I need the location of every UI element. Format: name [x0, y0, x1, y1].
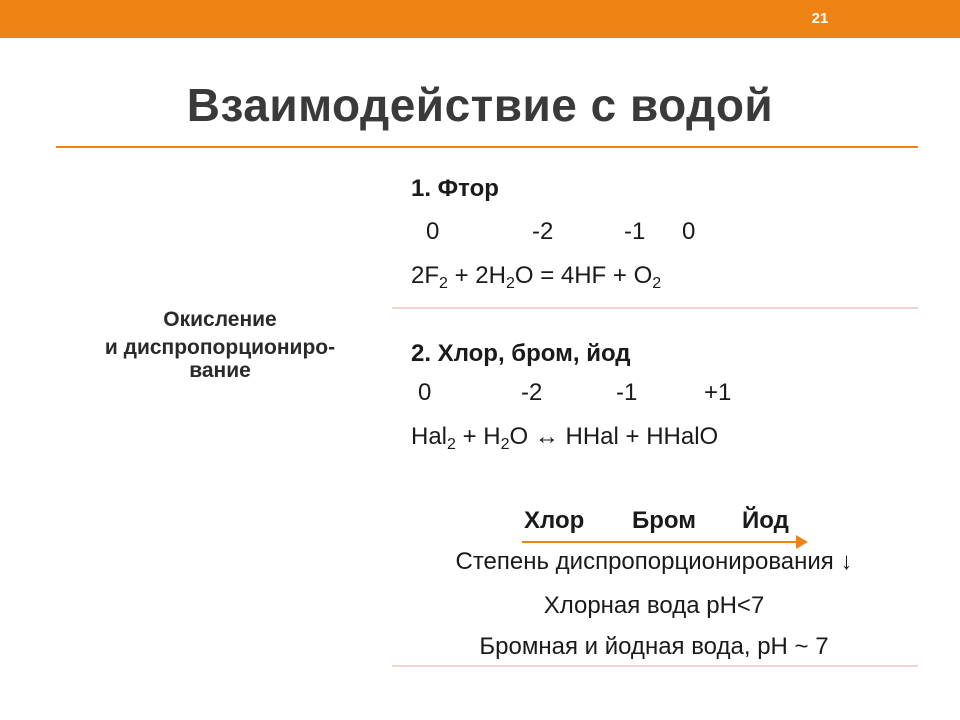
eq-text: + 2H [447, 262, 506, 289]
fluorine-ox-state-4: 0 [682, 218, 696, 245]
trend-arrow-icon [796, 535, 808, 549]
eq-text: O = 4HF + O [514, 262, 653, 289]
title-divider [56, 146, 918, 148]
eq-text: 2F [411, 262, 440, 289]
eq-text: Hal [411, 423, 448, 450]
eq-subscript: 2 [439, 275, 448, 292]
halogens-ox-state-4: +1 [704, 379, 732, 406]
fluorine-ox-state-3: -1 [624, 218, 646, 245]
fluorine-ox-state-1: 0 [426, 218, 440, 245]
fluorine-heading: 1. Фтор [411, 175, 499, 202]
halogens-ox-state-2: -2 [521, 379, 543, 406]
trend-element-bromine: Бром [632, 507, 697, 534]
fluorine-equation [411, 262, 661, 290]
trend-element-iodine: Йод [742, 507, 789, 534]
eq-subscript: 2 [652, 275, 662, 292]
fluorine-ox-state-2: -2 [532, 218, 554, 245]
trend-element-chlorine: Хлор [524, 507, 585, 534]
halogens-heading: 2. Хлор, бром, йод [411, 340, 631, 367]
eq-text: O ↔ HHal + HHalO [509, 423, 719, 450]
eq-subscript: 2 [500, 436, 510, 453]
halogens-equation [411, 423, 718, 451]
trend-line-1: Степень диспропорционирования ↓ [455, 548, 853, 575]
halogens-ox-state-1: 0 [418, 379, 432, 406]
trend-line-3: Бромная и йодная вода, pH ~ 7 [479, 633, 829, 660]
slide-number: 21 [811, 10, 829, 27]
row-divider [392, 307, 918, 309]
reaction-type-label [60, 306, 380, 380]
row-divider-bottom [392, 665, 918, 667]
halogens-ox-state-3: -1 [616, 379, 638, 406]
slide-title: Взаимодействие с водой [186, 79, 774, 131]
trend-arrow-line [522, 541, 802, 543]
eq-subscript: 2 [447, 436, 456, 453]
eq-subscript: 2 [505, 275, 515, 292]
label-line-1: Окисление [163, 308, 277, 331]
label-line-2: и диспропорциониро- [104, 336, 336, 359]
trend-line-2: Хлорная вода pH<7 [543, 592, 765, 619]
eq-text: + H [455, 423, 501, 450]
label-line-3: вание [189, 359, 251, 382]
